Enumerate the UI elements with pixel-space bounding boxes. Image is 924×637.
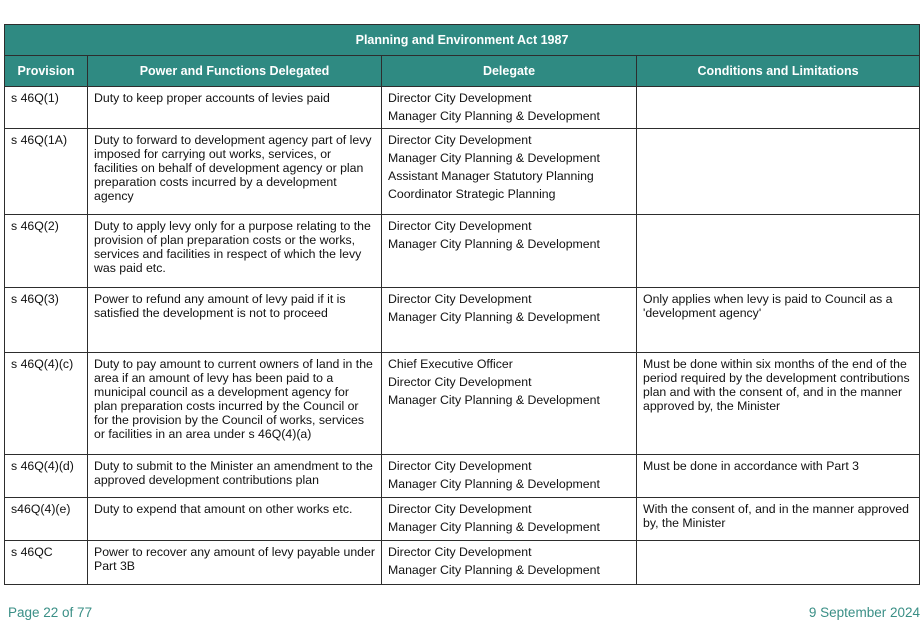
- delegate-name: Manager City Planning & Development: [388, 477, 600, 491]
- provision-cell: s 46Q(2): [5, 215, 88, 288]
- conditions-cell: [637, 129, 920, 215]
- table-header-row: [5, 56, 920, 87]
- table-row: [5, 498, 920, 541]
- power-cell: Duty to apply levy only for a purpose relating to the provision of plan preparation costs or the works, services and facilities in respect of which the levy was paid etc.: [88, 215, 382, 288]
- table-row: [5, 215, 920, 288]
- table-row: [5, 455, 920, 498]
- power-cell: Power to recover any amount of levy payable under Part 3B: [88, 541, 382, 585]
- conditions-cell: Must be done within six months of the end of the period required by the development contributions plan and with the consent of, and in the manner approved by, the Minister: [637, 353, 920, 455]
- delegate-cell: [382, 353, 637, 455]
- conditions-cell: Only applies when levy is paid to Council as a 'development agency': [637, 288, 920, 353]
- delegate-name: Chief Executive Officer: [388, 357, 513, 371]
- delegate-name: Manager City Planning & Development: [388, 237, 600, 251]
- conditions-cell: Must be done in accordance with Part 3: [637, 455, 920, 498]
- header-conditions: Conditions and Limitations: [637, 56, 920, 87]
- power-cell: Power to refund any amount of levy paid if it is satisfied the development is not to proceed: [88, 288, 382, 353]
- table-row: [5, 353, 920, 455]
- delegate-cell: [382, 215, 637, 288]
- header-provision: Provision: [5, 56, 88, 87]
- table-title: Planning and Environment Act 1987: [5, 25, 920, 56]
- delegate-name: Director City Development: [388, 292, 532, 306]
- delegate-name: Coordinator Strategic Planning: [388, 187, 556, 201]
- table-title-row: [5, 25, 920, 56]
- delegate-cell: [382, 541, 637, 585]
- provision-cell: s 46Q(3): [5, 288, 88, 353]
- delegate-name: Manager City Planning & Development: [388, 520, 600, 534]
- power-cell: Duty to keep proper accounts of levies paid: [88, 87, 382, 129]
- provision-cell: s 46QC: [5, 541, 88, 585]
- power-cell: Duty to pay amount to current owners of land in the area if an amount of levy has been paid to a municipal council as a development agency for plan preparation costs incurred by the Council or for the provision by the Council of works, services or facilities in an area under s 46Q(4)(a): [88, 353, 382, 455]
- table-row: [5, 541, 920, 585]
- conditions-cell: With the consent of, and in the manner approved by, the Minister: [637, 498, 920, 541]
- provision-cell: s46Q(4)(e): [5, 498, 88, 541]
- power-cell: Duty to expend that amount on other works etc.: [88, 498, 382, 541]
- table-row: [5, 129, 920, 215]
- delegate-cell: [382, 129, 637, 215]
- delegate-name: Manager City Planning & Development: [388, 563, 600, 577]
- delegate-name: Director City Development: [388, 502, 532, 516]
- delegate-name: Director City Development: [388, 545, 532, 559]
- delegate-cell: [382, 455, 637, 498]
- delegate-name: Assistant Manager Statutory Planning: [388, 169, 594, 183]
- table-row: [5, 288, 920, 353]
- delegate-name: Manager City Planning & Development: [388, 310, 600, 324]
- delegate-cell: [382, 498, 637, 541]
- delegate-cell: [382, 87, 637, 129]
- delegate-name: Manager City Planning & Development: [388, 109, 600, 123]
- header-power: Power and Functions Delegated: [88, 56, 382, 87]
- provision-cell: s 46Q(4)(c): [5, 353, 88, 455]
- page-number: Page 22 of 77: [8, 605, 93, 620]
- delegate-name: Director City Development: [388, 133, 532, 147]
- delegate-name: Director City Development: [388, 219, 532, 233]
- table-row: [5, 87, 920, 129]
- delegate-name: Director City Development: [388, 91, 532, 105]
- conditions-cell: [637, 87, 920, 129]
- delegate-name: Manager City Planning & Development: [388, 393, 600, 407]
- conditions-cell: [637, 541, 920, 585]
- delegate-name: Director City Development: [388, 459, 532, 473]
- delegation-table-container: [4, 24, 919, 585]
- power-cell: Duty to submit to the Minister an amendment to the approved development contributions plan: [88, 455, 382, 498]
- delegate-name: Director City Development: [388, 375, 532, 389]
- provision-cell: s 46Q(4)(d): [5, 455, 88, 498]
- delegate-cell: [382, 288, 637, 353]
- document-date: 9 September 2024: [808, 605, 920, 620]
- delegate-name: Manager City Planning & Development: [388, 151, 600, 165]
- delegation-table: [4, 24, 920, 585]
- provision-cell: s 46Q(1): [5, 87, 88, 129]
- header-delegate: Delegate: [382, 56, 637, 87]
- conditions-cell: [637, 215, 920, 288]
- power-cell: Duty to forward to development agency part of levy imposed for carrying out works, services, or facilities on behalf of development agency or plan preparation costs incurred by a development agency: [88, 129, 382, 215]
- provision-cell: s 46Q(1A): [5, 129, 88, 215]
